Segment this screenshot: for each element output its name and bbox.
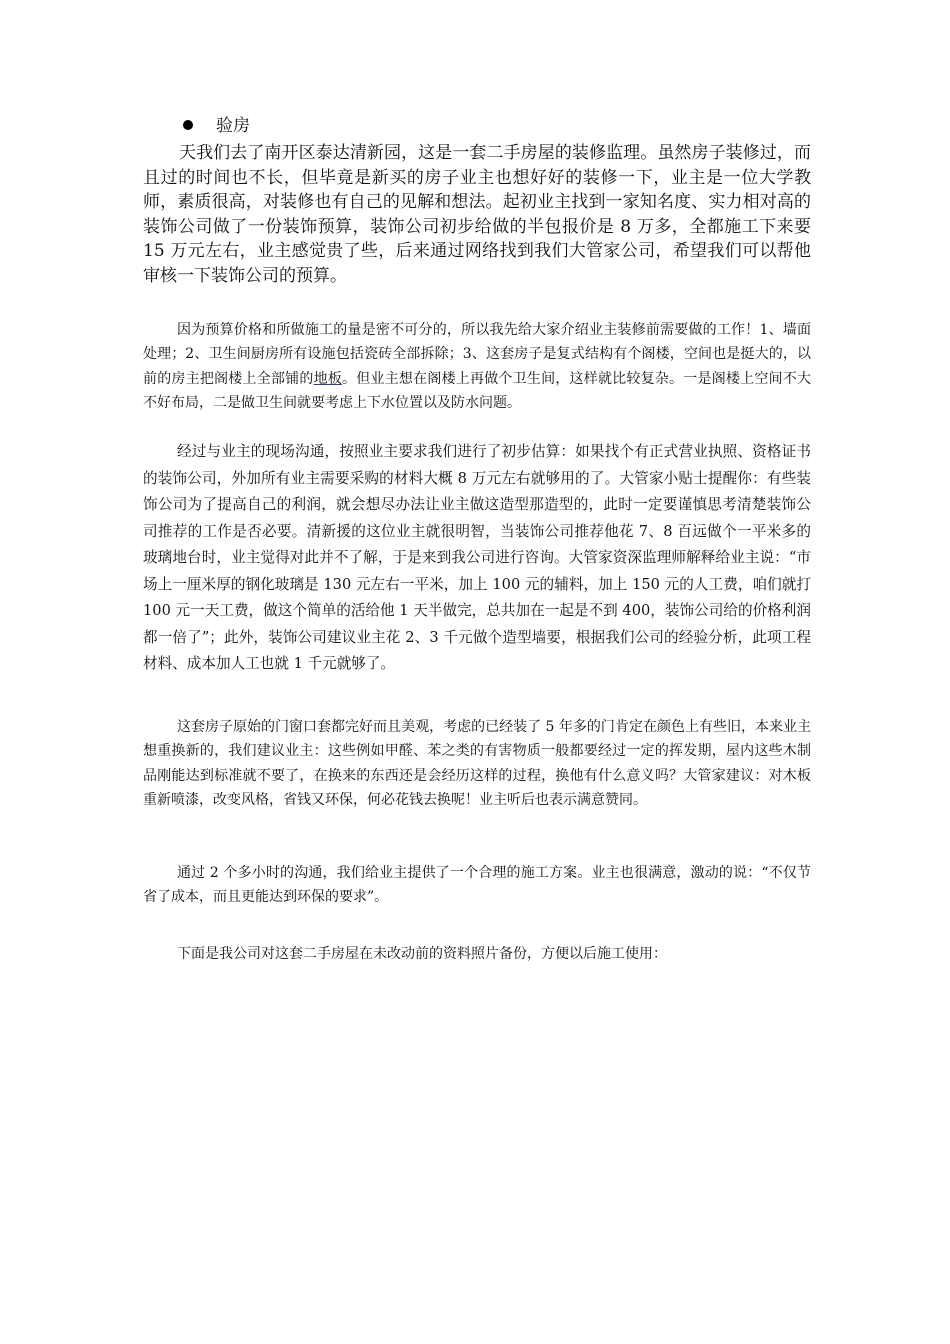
section-heading (183, 116, 250, 136)
floor-link[interactable]: 地板 (313, 370, 343, 387)
paragraph-budget (143, 318, 811, 415)
paragraph-doors: 这套房子原始的门窗口套都完好而且美观，考虑的已经装了 5 年多的门肯定在颜色上有些旧，本来业主想重换新的，我们建议业主：这些例如甲醛、苯之类的有害物质一般都要经过一定的挥发期，屋内这些木制品刚能达到标准就不要了，在换来的东西还是会经历这样的过程，换他有什么意义吗？大管家建议：对木板重新喷漆，改变风格，省钱又环保，何必花钱去换呢！业主听后也表示满意赞同。 (143, 719, 811, 808)
bullet-icon (183, 120, 193, 130)
heading-title: 验房 (216, 116, 250, 136)
paragraph-plan: 通过 2 个多小时的沟通，我们给业主提供了一个合理的施工方案。业主也很满意，激动的说：“不仅节省了成本，而且更能达到环保的要求”。 (143, 865, 811, 906)
paragraph-estimate: 经过与业主的现场沟通，按照业主要求我们进行了初步估算：如果找个有正式营业执照、资格证书的装饰公司，外加所有业主需要采购的材料大概 8 万元左右就够用的了。大管家小贴士提醒你：有些装饰公司为了提高自己的利润，就会想尽办法让业主做这造型那造型的，此时一定要谨慎思考清楚装饰公司推荐的工作是否必要。清新援的这位业主就很明智，当装饰公司推荐他花 7、8 百远做个一平米多的玻璃地台时，业主觉得对此并不了解，于是来到我公司进行咨询。大管家资深监理师解释给业主说：“市场上一厘米厚的钢化玻璃是 130 元左右一平米，加上 100 元的辅料，加上 150 元的人工费，咱们就打 100 元一天工费，做这个简单的活给他 1 天半做完，总共加在一起是不到 400，装饰公司给的价格利润都一倍了”；此外，装饰公司建议业主花 2、3 千元做个造型墙要，根据我们公司的经验分析，此项工程材料、成本加人工也就 1 千元就够了。 (143, 443, 812, 672)
paragraph-photos: 下面是我公司对这套二手房屋在未改动前的资料照片备份，方便以后施工使用： (177, 946, 667, 962)
paragraph-budget-text-2: 。但业主想在阁楼上再做个卫生间，这样就比较复杂。一是阁楼上空间不大不好布局，二是做卫生间就要考虑上下水位置以及防水问题。 (143, 370, 812, 411)
paragraph-budget-text-1: 因为预算价格和所做施工的量是密不可分的，所以我先给大家介绍业主装修前需要做的工作！1、墙面处理；2、卫生间厨房所有设施包括瓷砖全部拆除；3、这套房子是复式结构有个阁楼，空间也是挺大的，以前的房主把阁楼上全部铺的 (143, 322, 811, 387)
paragraph-intro: 天我们去了南开区泰达清新园，这是一套二手房屋的装修监理。虽然房子装修过，而且过的时间也不长，但毕竟是新买的房子业主也想好好的装修一下，业主是一位大学教师，素质很高，对装修也有自己的见解和想法。起初业主找到一家知名度、实力相对高的装饰公司做了一份装饰预算，装饰公司初步给做的半包报价是 8 万多，全都施工下来要 15 万元左右，业主感觉贵了些，后来通过网络找到我们大管家公司，希望我们可以帮他审核一下装饰公司的预算。 (143, 143, 811, 286)
